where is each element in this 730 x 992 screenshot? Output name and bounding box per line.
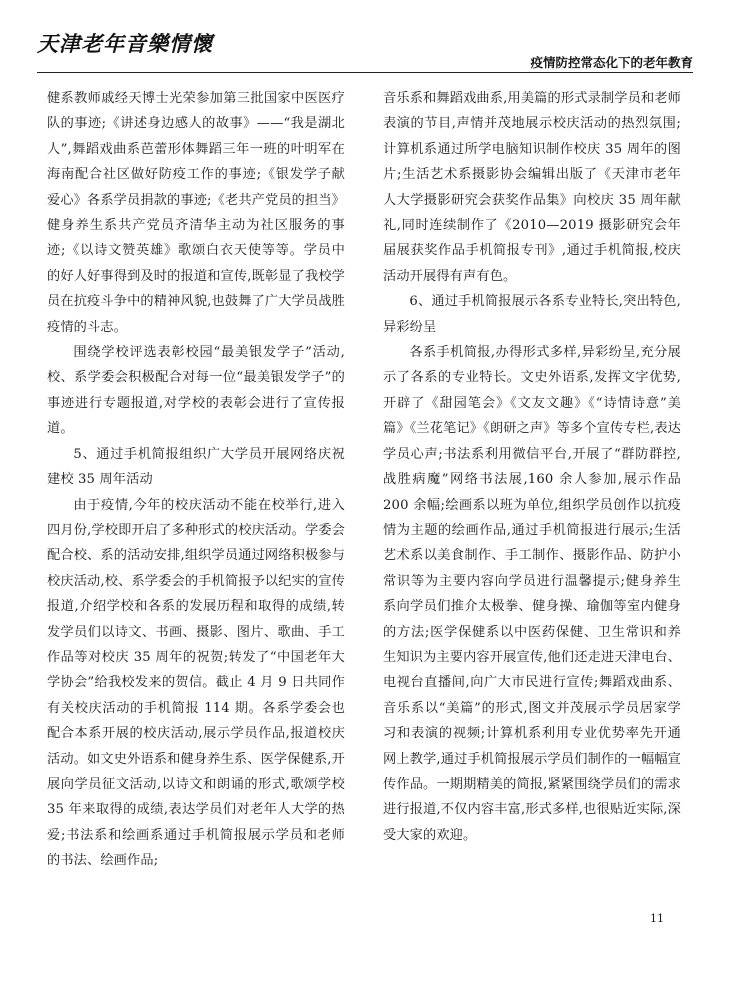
masthead-logo: 天津老年音樂情懷 — [37, 31, 213, 56]
left-column — [47, 86, 345, 874]
subheading: 6、通过手机简报展示各系专业特长,突出特色,异彩纷呈 — [383, 294, 681, 335]
paragraph: 各系手机简报,办得形式多样,异彩纷呈,充分展示了各系的专业特长。文史外语系,发挥文字优势,开辟了《甜园笔会》《文友文趣》《“诗情诗意”美篇》《兰花笔记》《朗研之声》等多个宣传专栏,表达学员心声;书法系利用微信平台,开展了“群防群控,战胜病魔”网络书法展,160 余人参加,展示作品 200 余幅;绘画系以班为单位,组织学员创作以抗疫情为主题的绘画作品,通过手机简报进行展示;生活艺术系以美食制作、手工制作、摄影作品、防护小常识等为主要内容向学员进行温馨提示;健身养生系向学员们推介太极拳、健身操、瑜伽等室内健身的方法;医学保健系以中医药保健、卫生常识和养生知识为主要内容开展宣传,他们还走进天津电台、电视台直播间,向广大市民进行宣传;舞蹈戏曲系、音乐系以“美篇”的形式,图文并茂展示学员居家学习和表演的视频;计算机系利用专业优势率先开通网上教学,通过手机简报展示学员们制作的一幅幅宣传作品。一期期精美的简报,紧紧围绕学员们的需求进行报道,不仅内容丰富,形式多样,也很贴近实际,深受大家的欢迎。 — [383, 345, 681, 843]
paragraph: 由于疫情,今年的校庆活动不能在校举行,进入四月份,学校即开启了多种形式的校庆活动。学委会配合校、系的活动安排,组织学员通过网络积极参与校庆活动,校、系学委会的手机简报予以纪实的宣传报道,介绍学校和各系的发展历程和取得的成绩,转发学员们以诗文、书画、摄影、图片、歌曲、手工作品等对校庆 35 周年的祝贺;转发了“中国老年大学协会”给我校发来的贺信。截止 4 月 9 日共同作有关校庆活动的手机简报 114 期。各系学委会也配合本系开展的校庆活动,展示学员作品,报道校庆活动。如文史外语系和健身养生系、医学保健系,开展向学员征文活动,以诗文和朗诵的形式,歌颂学校 35 年来取得的成绩,表达学员们对老年人大学的热爱;书法系和绘画系通过手机简报展示学员和老师的书法、绘画作品; — [47, 497, 345, 869]
right-column — [383, 86, 681, 848]
page-header — [37, 28, 693, 72]
header-rule — [37, 72, 693, 73]
paragraph: 音乐系和舞蹈戏曲系,用美篇的形式录制学员和老师表演的节目,声情并茂地展示校庆活动的热烈氛围;计算机系通过所学电脑知识制作校庆 35 周年的图片;生活艺术系摄影协会编辑出版了《天津市老年人大学摄影研究会获奖作品集》向校庆 35 周年献礼,同时连续制作了《2010—2019 摄影研究会年届展获奖作品手机简报专刊》,通过手机简报,校庆活动开展得有声有色。 — [383, 91, 681, 284]
page-number: 11 — [650, 912, 664, 925]
paragraph: 健系教师戚经天博士光荣参加第三批国家中医医疗队的事迹;《讲述身边感人的故事》——“我是湖北人”,舞蹈戏曲系芭蕾形体舞蹈三年一班的叶明军在海南配合社区做好防疫工作的事迹;《银发学子献爱心》各系学员捐款的事迹;《老共产党员的担当》健身养生系共产党员齐清华主动为社区服务的事迹;《以诗文赞英雄》歌颂白衣天使等等。学员中的好人好事得到及时的报道和宣传,既彰显了我校学员在抗疫斗争中的精神风貌,也鼓舞了广大学员战胜疫情的斗志。 — [47, 91, 346, 335]
section-title: 疫情防控常态化下的老年教育 — [530, 55, 693, 70]
subheading: 5、通过手机简报组织广大学员开展网络庆祝建校 35 周年活动 — [47, 446, 345, 488]
paragraph: 围绕学校评选表彰校园“最美银发学子”活动,校、系学委会积极配合对每一位“最美银发学子”的事迹进行专题报道,对学校的表彰会进行了宣传报道。 — [47, 345, 345, 437]
